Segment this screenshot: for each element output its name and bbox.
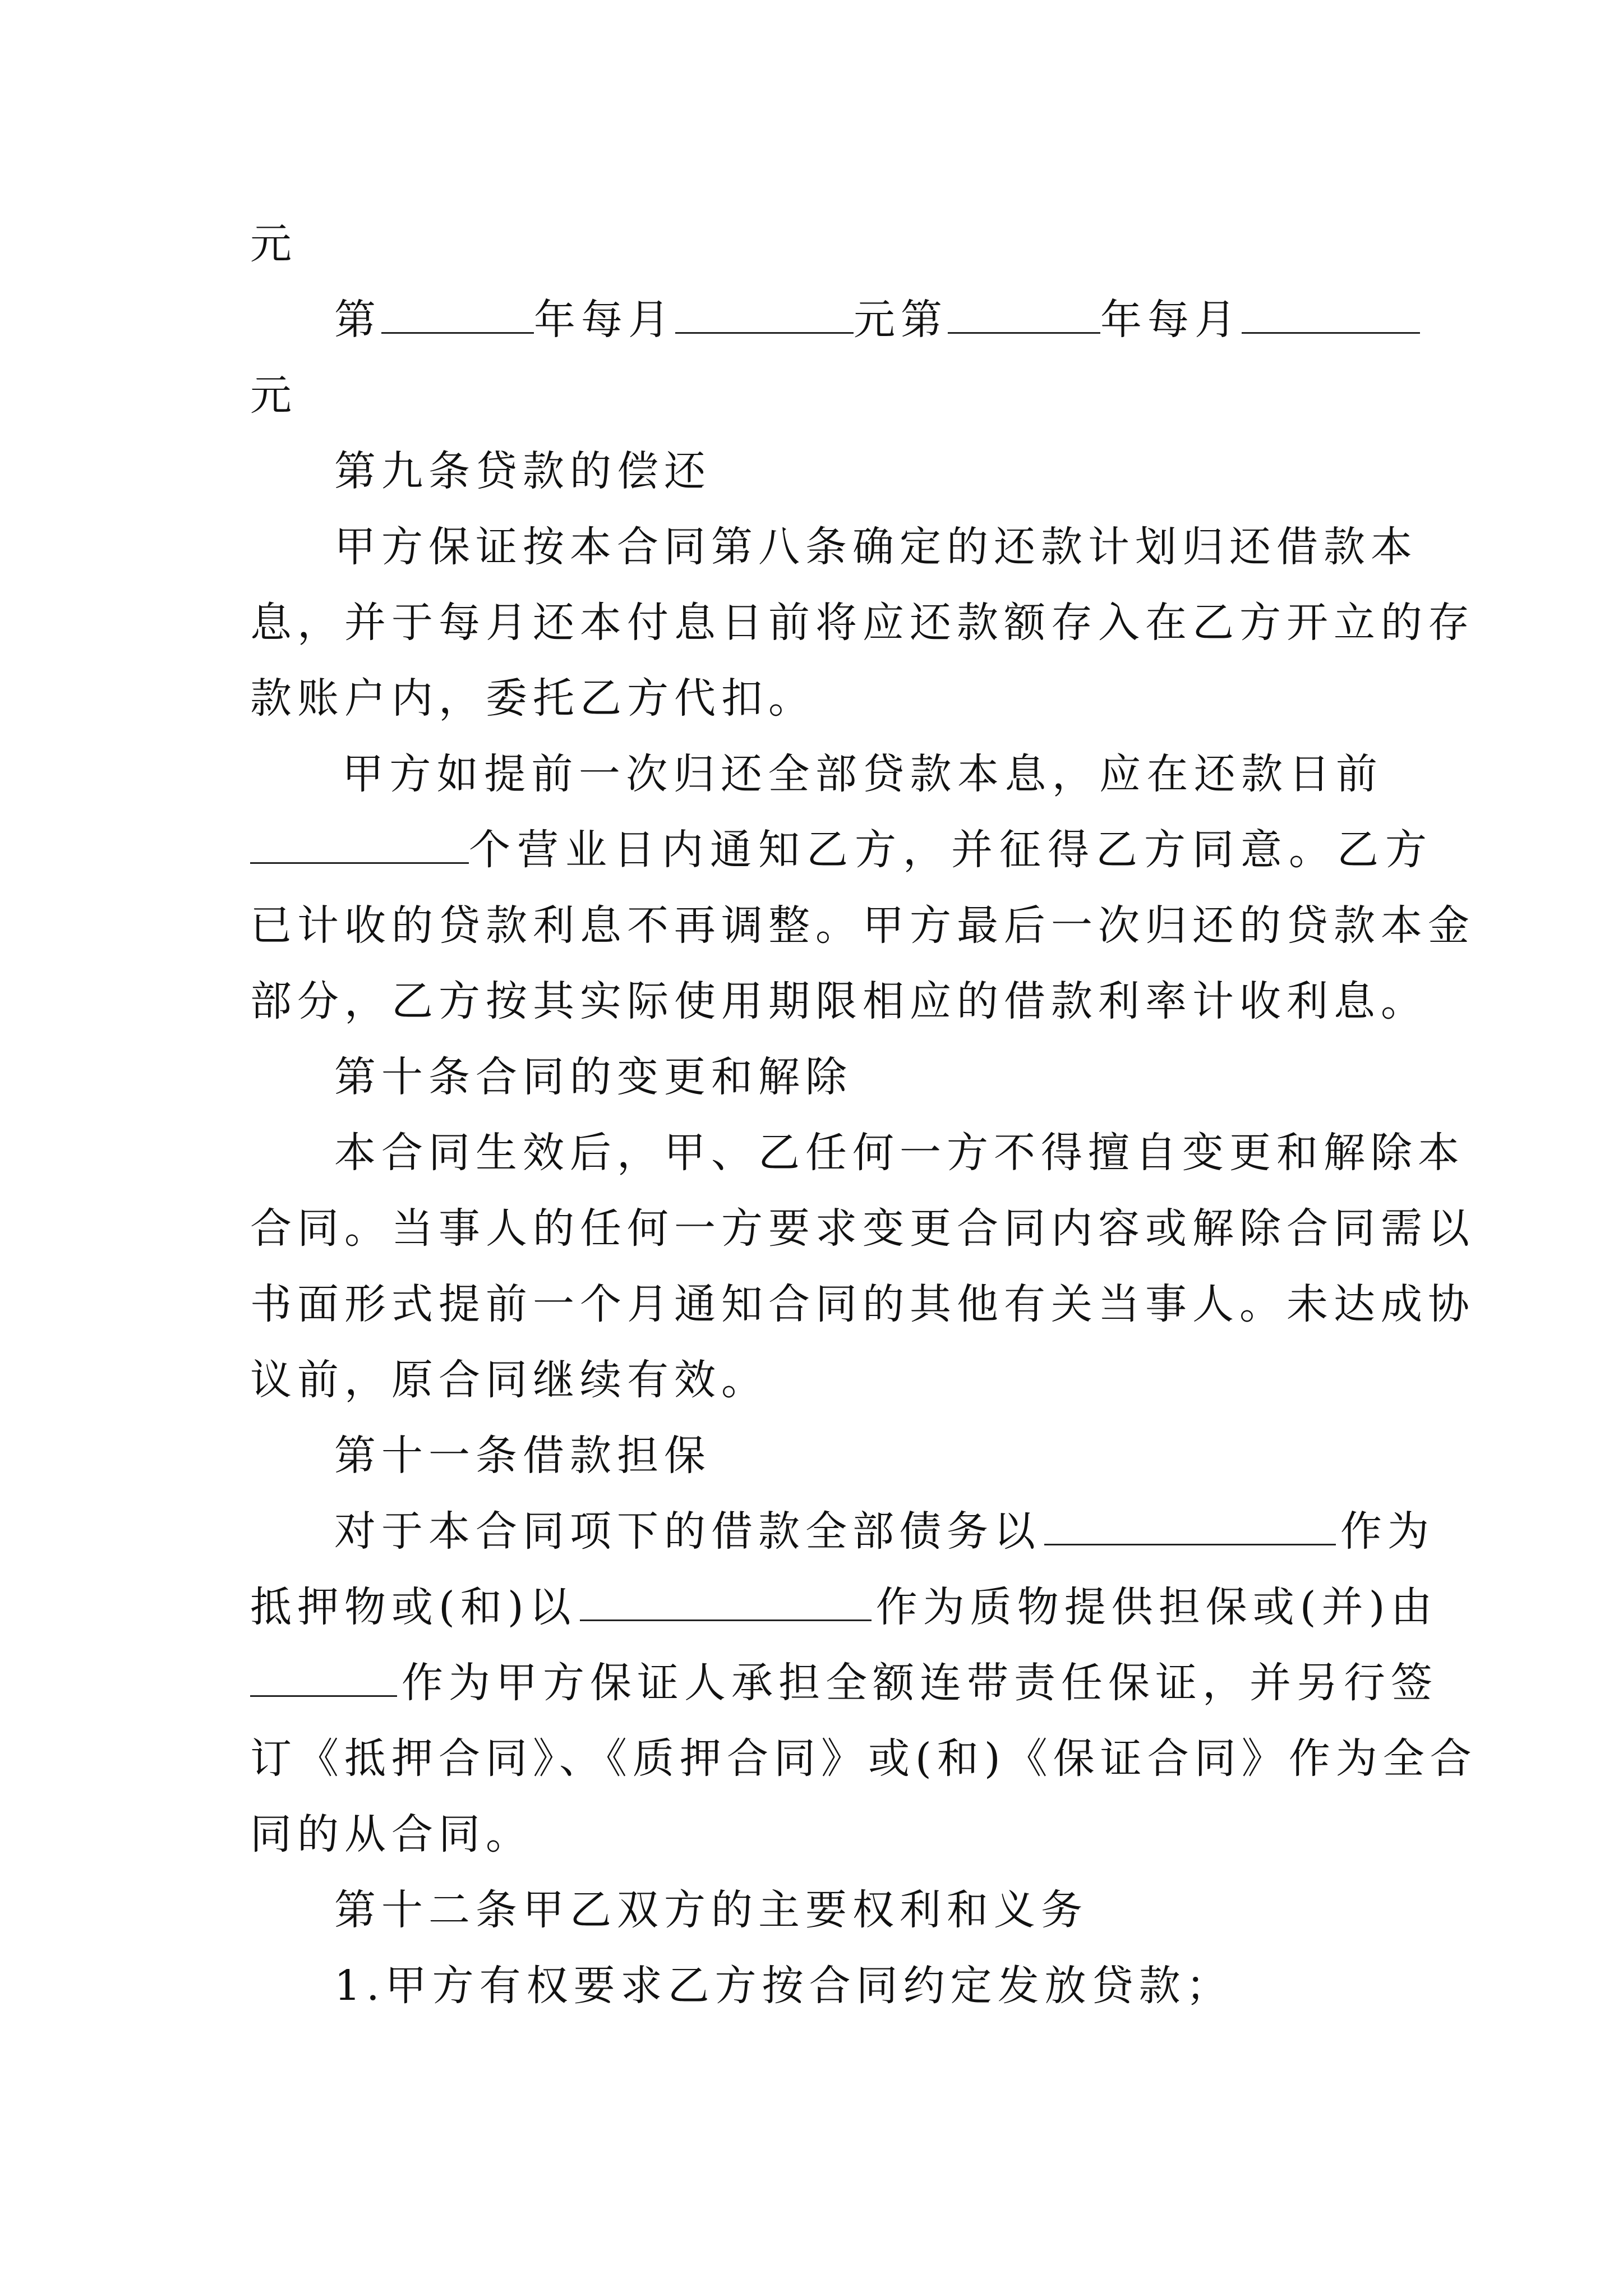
section-heading bbox=[334, 1879, 1383, 1941]
fill-in-blank bbox=[675, 293, 854, 334]
line-text: 元第 bbox=[854, 296, 948, 344]
text-line: 甲方如提前一次归还全部贷款本息，应在还款日前 bbox=[342, 750, 1383, 798]
line-text: 同的从合同。 bbox=[250, 1810, 533, 1858]
text-line bbox=[250, 1576, 1438, 1638]
text-line bbox=[334, 289, 1383, 351]
text-line: 合同。当事人的任何一方要求变更合同内容或解除合同需以 bbox=[250, 1204, 1475, 1253]
text-line: 书面形式提前一个月通知合同的其他有关当事人。未达成协 bbox=[250, 1280, 1475, 1328]
line-text: 部分，乙方按其实际使用期限相应的借款利率计收利息。 bbox=[250, 977, 1428, 1025]
line-text: 第十一条借款担保 bbox=[334, 1432, 711, 1480]
line-text: 第九条贷款的偿还 bbox=[334, 447, 711, 495]
text-line: 本合同生效后，甲、乙任何一方不得擅自变更和解除本 bbox=[334, 1129, 1465, 1177]
text-line bbox=[250, 213, 1383, 275]
line-text: 对于本合同项下的借款全部债务以 bbox=[334, 1507, 1041, 1556]
fill-in-blank bbox=[580, 1580, 872, 1621]
line-text: 第十条合同的变更和解除 bbox=[334, 1053, 852, 1101]
line-text: 第十二条甲乙双方的主要权利和义务 bbox=[334, 1886, 1088, 1934]
line-text: 抵押物或(和)以 bbox=[250, 1583, 577, 1631]
text-line: 甲方保证按本合同第八条确定的还款计划归还借款本 bbox=[334, 523, 1418, 571]
line-text: 第 bbox=[334, 296, 381, 344]
fill-in-blank bbox=[250, 823, 469, 864]
text-line bbox=[334, 1501, 1435, 1562]
line-text: 年每月 bbox=[1100, 296, 1242, 344]
text-line bbox=[250, 1803, 1383, 1865]
line-text: 作为质物提供担保或(并)由 bbox=[875, 1583, 1438, 1631]
line-text: 款账户内，委托乙方代扣。 bbox=[250, 674, 815, 723]
fill-in-blank bbox=[948, 293, 1100, 334]
fill-in-blank bbox=[1044, 1504, 1336, 1545]
line-text: 作为甲方保证人承担全额连带责任保证，并另行签 bbox=[402, 1659, 1438, 1707]
text-line: 订《抵押合同》、《质押合同》或(和)《保证合同》作为全合 bbox=[250, 1734, 1477, 1783]
text-line: 息，并于每月还本付息日前将应还款额存入在乙方开立的存 bbox=[250, 599, 1475, 647]
text-line bbox=[250, 819, 1433, 881]
text-line bbox=[250, 668, 1383, 729]
text-line bbox=[250, 365, 1383, 426]
text-line bbox=[250, 970, 1428, 1032]
fill-in-blank bbox=[381, 293, 534, 334]
line-text: 作为 bbox=[1340, 1507, 1435, 1556]
text-line: 已计收的贷款利息不再调整。甲方最后一次归还的贷款本金 bbox=[250, 901, 1475, 950]
line-text: 1.甲方有权要求乙方按合同约定发放贷款； bbox=[334, 1962, 1233, 2010]
line-text: 年每月 bbox=[534, 296, 675, 344]
list-item bbox=[334, 1955, 1383, 2017]
text-line bbox=[250, 1652, 1438, 1714]
fill-in-blank bbox=[1242, 293, 1420, 334]
section-heading bbox=[334, 1425, 1383, 1487]
text-line bbox=[250, 1349, 1383, 1411]
line-text: 元 bbox=[250, 220, 297, 268]
line-text: 元 bbox=[250, 371, 297, 420]
fill-in-blank bbox=[250, 1656, 397, 1697]
section-heading bbox=[334, 440, 1383, 502]
section-heading bbox=[334, 1046, 1383, 1108]
line-text: 议前，原合同继续有效。 bbox=[250, 1356, 768, 1404]
line-text: 个营业日内通知乙方，并征得乙方同意。乙方 bbox=[469, 826, 1433, 874]
